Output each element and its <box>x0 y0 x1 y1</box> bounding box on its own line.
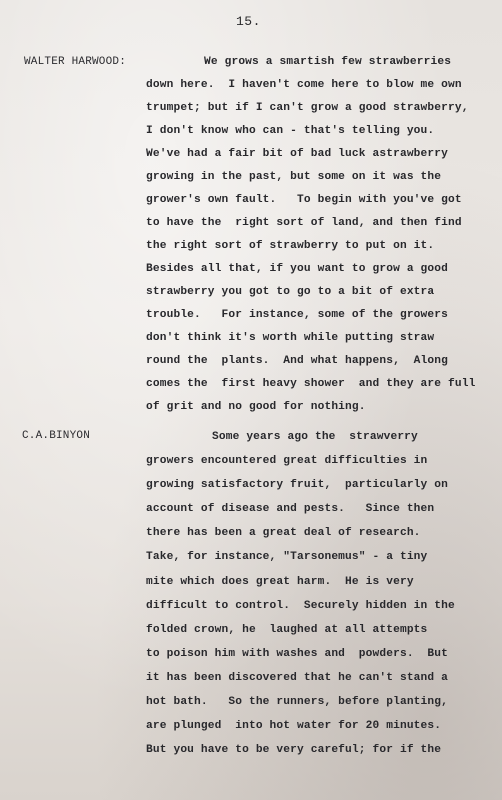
speech-line: growing satisfactory fruit, particularly on <box>146 479 448 492</box>
speech-text <box>146 51 475 419</box>
speech-line: down here. I haven't come here to blow me own <box>146 79 462 91</box>
speech-line: hot bath. So the runners, before planting, <box>146 696 448 709</box>
speech-line: trouble. For instance, some of the growers <box>146 309 448 321</box>
speech-line: growers encountered great difficulties in <box>146 455 428 468</box>
speech-line: mite which does great harm. He is very <box>146 575 414 588</box>
speech-line: growing in the past, but some on it was the <box>146 171 442 183</box>
speech-line: Some years ago the strawverry <box>212 431 418 443</box>
speech-line: We've had a fair bit of bad luck astrawberry <box>146 148 448 160</box>
speech-line: it has been discovered that he can't stand a <box>146 671 448 684</box>
speech-line: grower's own fault. To begin with you've got <box>146 194 462 206</box>
speaker-name: C.A.BINYON <box>22 430 91 442</box>
speech-line: Take, for instance, "Tarsonemus" - a tiny <box>146 551 428 564</box>
speech-line: difficult to control. Securely hidden in the <box>146 599 455 612</box>
speech-line: account of disease and pests. Since then <box>146 503 435 516</box>
speech-line: don't think it's worth while putting straw <box>146 332 435 344</box>
speech-line: to poison him with washes and powders. But <box>146 647 448 660</box>
speech-line: the right sort of strawberry to put on it. <box>146 240 435 252</box>
page-number: 15. <box>236 14 261 29</box>
speech-line: of grit and no good for nothing. <box>146 401 366 413</box>
speech-line: Besides all that, if you want to grow a good <box>146 263 448 275</box>
speech-line: trumpet; but if I can't grow a good strawberry, <box>146 102 469 114</box>
speaker-name: WALTER HARWOOD: <box>24 56 127 68</box>
speech-text <box>146 425 455 762</box>
speech-line: comes the first heavy shower and they are full <box>146 378 476 390</box>
speech-line: round the plants. And what happens, Along <box>146 355 448 367</box>
speech-line: there has been a great deal of research. <box>146 527 421 540</box>
speech-line: We grows a smartish few strawberries <box>204 56 452 68</box>
speech-line: I don't know who can - that's telling you. <box>146 125 435 137</box>
speech-line: strawberry you got to go to a bit of extra <box>146 286 435 298</box>
speech-line: to have the right sort of land, and then find <box>146 217 462 229</box>
speech-line: are plunged into hot water for 20 minutes. <box>146 720 442 733</box>
speech-line: But you have to be very careful; for if the <box>146 744 442 757</box>
speech-line: folded crown, he laughed at all attempts <box>146 623 428 636</box>
